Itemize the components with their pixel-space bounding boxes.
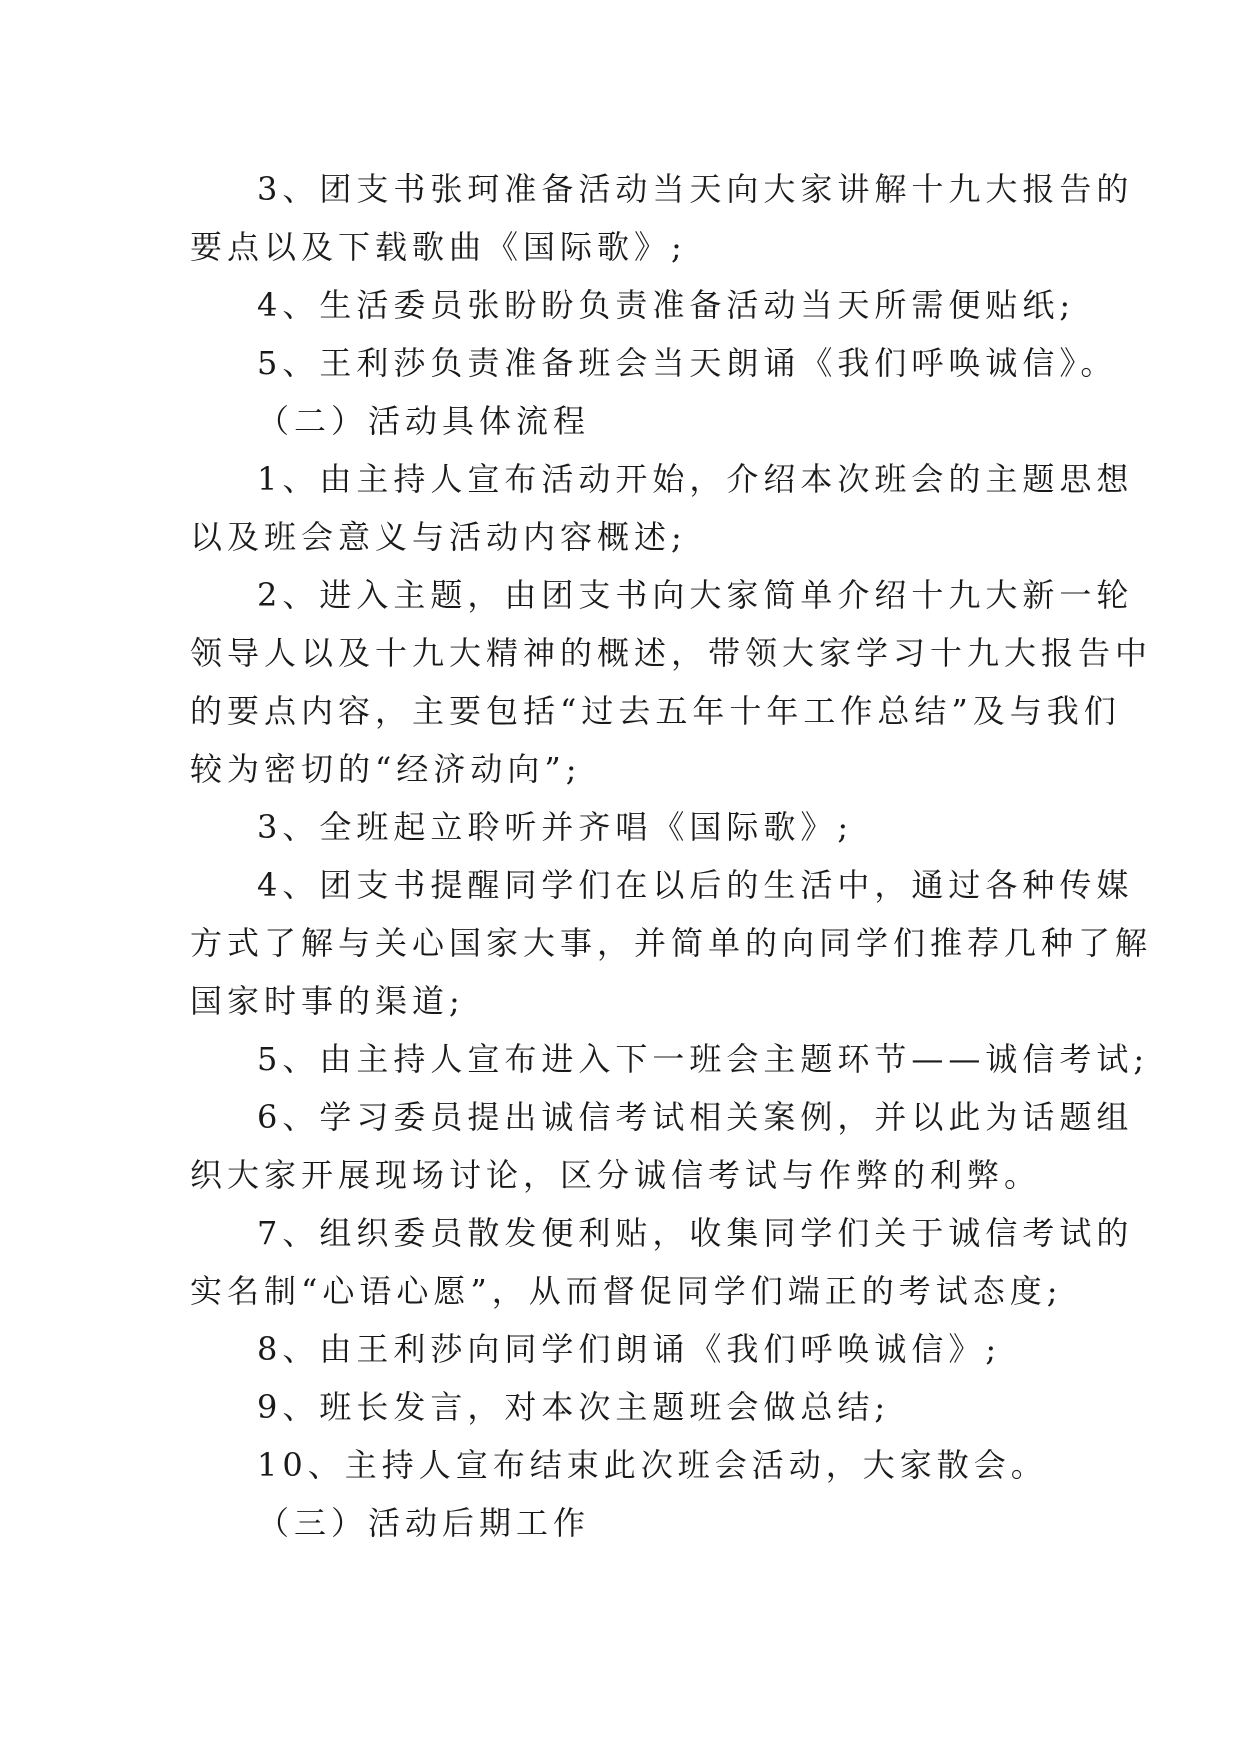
text-line: 国家时事的渠道; bbox=[190, 982, 465, 1020]
text-line: 8、由王利莎向同学们朗诵《我们呼唤诚信》; bbox=[257, 1330, 1002, 1368]
text-line: 实名制“心语心愿”，从而督促同学们端正的考试态度; bbox=[190, 1272, 1063, 1310]
text-line: 的要点内容，主要包括“过去五年十年工作总结”及与我们 bbox=[190, 692, 1121, 730]
text-line: 10、主持人宣布结束此次班会活动，大家散会。 bbox=[257, 1446, 1048, 1484]
section-heading: （三）活动后期工作 bbox=[257, 1504, 591, 1542]
text-line: 5、由主持人宣布进入下一班会主题环节——诚信考试; bbox=[257, 1040, 1150, 1078]
text-line: 1、由主持人宣布活动开始，介绍本次班会的主题思想 bbox=[257, 460, 1134, 498]
text-line: 要点以及下载歌曲《国际歌》; bbox=[190, 228, 687, 266]
text-line: 6、学习委员提出诚信考试相关案例，并以此为话题组 bbox=[257, 1098, 1134, 1136]
text-line: 领导人以及十九大精神的概述，带领大家学习十九大报告中 bbox=[190, 634, 1153, 672]
text-line: 2、进入主题，由团支书向大家简单介绍十九大新一轮 bbox=[257, 576, 1134, 614]
text-line: 3、全班起立聆听并齐唱《国际歌》; bbox=[257, 808, 854, 846]
text-line: 5、王利莎负责准备班会当天朗诵《我们呼唤诚信》。 bbox=[257, 344, 1118, 382]
text-line: 9、班长发言，对本次主题班会做总结; bbox=[257, 1388, 891, 1426]
document-body bbox=[190, 160, 1153, 1552]
text-line: 4、团支书提醒同学们在以后的生活中，通过各种传媒 bbox=[257, 866, 1134, 904]
text-line: 4、生活委员张盼盼负责准备活动当天所需便贴纸; bbox=[257, 286, 1076, 324]
text-line: 织大家开展现场讨论，区分诚信考试与作弊的利弊。 bbox=[190, 1156, 1042, 1194]
text-line: 较为密切的“经济动向”; bbox=[190, 750, 582, 788]
text-line: 方式了解与关心国家大事，并简单的向同学们推荐几种了解 bbox=[190, 924, 1153, 962]
text-line: 3、团支书张珂准备活动当天向大家讲解十九大报告的 bbox=[257, 170, 1134, 208]
text-line: 以及班会意义与活动内容概述; bbox=[190, 518, 687, 556]
section-heading: （二）活动具体流程 bbox=[257, 402, 591, 440]
text-line: 7、组织委员散发便利贴，收集同学们关于诚信考试的 bbox=[257, 1214, 1134, 1252]
